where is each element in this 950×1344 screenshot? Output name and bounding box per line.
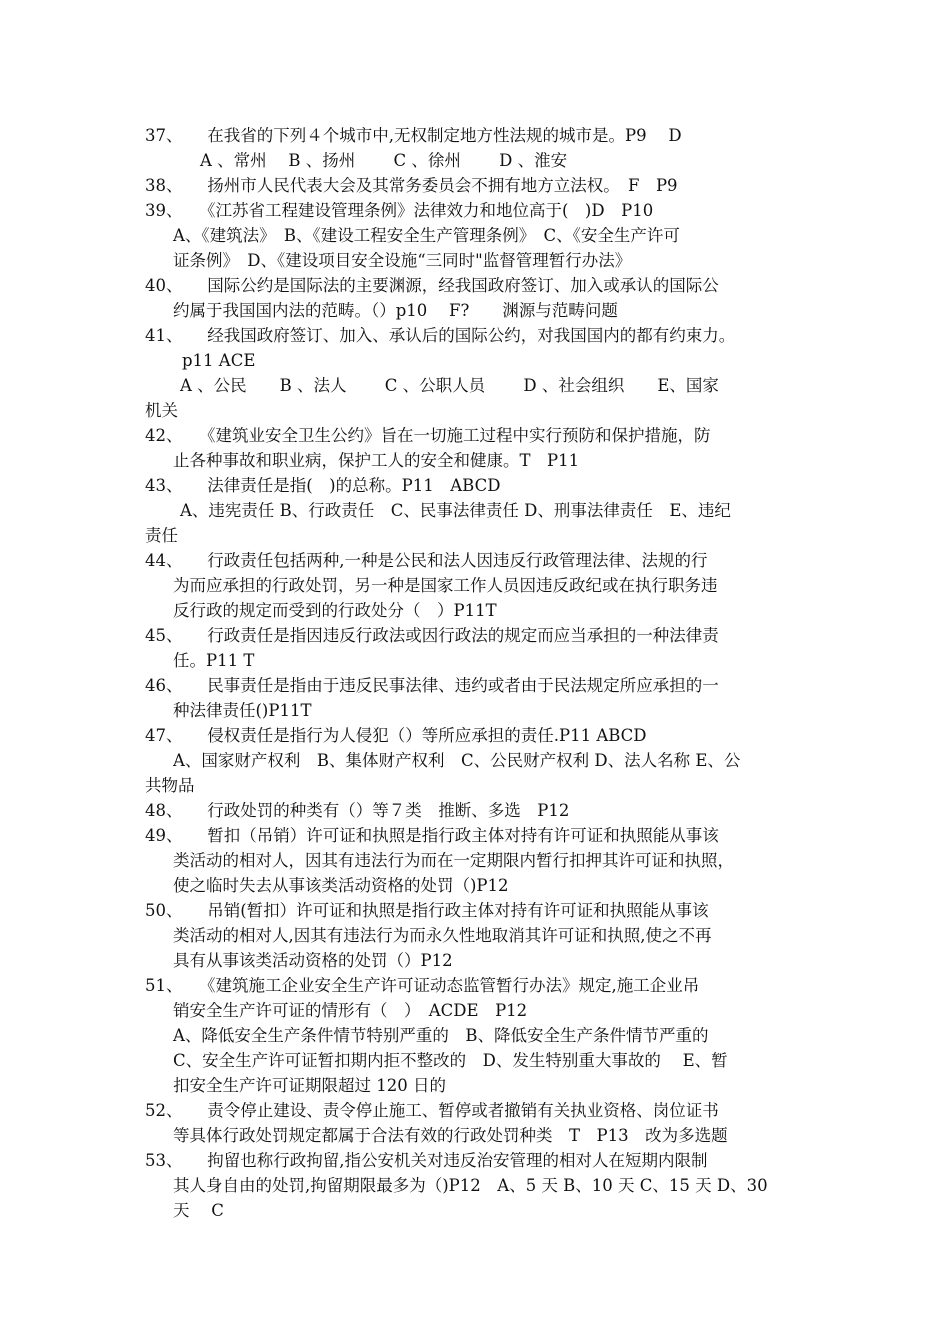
text-line: 天 C — [173, 1201, 224, 1220]
text-line: 约属于我国国内法的范畴。（）p10 F? 渊源与范畴问题 — [173, 301, 618, 320]
text-line: 销安全生产许可证的情形有（ ） ACDE P12 — [173, 1001, 528, 1020]
text-line: A、违宪责任 B、行政责任 C、民事法律责任 D、刑事法律责任 E、违纪 — [180, 501, 731, 520]
text-line: 38、 扬州市人民代表大会及其常务委员会不拥有地方立法权。 F P9 — [145, 176, 678, 195]
text-line: A 、公民 B 、法人 C 、公职人员 D 、社会组织 E、国家 — [180, 376, 719, 395]
text-line: 扣安全生产许可证期限超过 120 日的 — [173, 1076, 446, 1095]
text-line: 43、 法律责任是指( )的总称。P11 ABCD — [145, 476, 501, 495]
text-line: 反行政的规定而受到的行政处分（ ）P11T — [173, 601, 497, 620]
text-line: p11 ACE — [182, 351, 256, 370]
text-line: 类活动的相对人，因其有违法行为而在一定期限内暂行扣押其许可证和执照， — [173, 851, 734, 870]
text-line: A 、常州 B 、扬州 C 、徐州 D 、淮安 — [200, 151, 568, 170]
text-line: 45、 行政责任是指因违反行政法或因行政法的规定而应当承担的一种法律责 — [145, 626, 719, 645]
text-line: 其人身自由的处罚,拘留期限最多为（)P12 A、5 天 B、10 天 C、15 天 D、30 — [173, 1176, 768, 1195]
text-line: 37、 在我省的下列４个城市中,无权制定地方性法规的城市是。P9 D — [145, 126, 682, 145]
text-line: 等具体行政处罚规定都属于合法有效的行政处罚种类 T P13 改为多选题 — [173, 1126, 728, 1145]
text-line: 53、 拘留也称行政拘留,指公安机关对违反治安管理的相对人在短期内限制 — [145, 1151, 708, 1170]
text-line: A、国家财产权利 B、集体财产权利 C、公民财产权利 D、法人名称 E、公 — [173, 751, 741, 770]
text-line: 46、 民事责任是指由于违反民事法律、违约或者由于民法规定所应承担的一 — [145, 676, 719, 695]
text-line: 使之临时失去从事该类活动资格的处罚（)P12 — [173, 876, 509, 895]
text-line: 42、 《建筑业安全卫生公约》旨在一切施工过程中实行预防和保护措施，防 — [145, 426, 711, 445]
text-line: 种法律责任()P11T — [173, 701, 312, 720]
text-line: 49、 暂扣（吊销）许可证和执照是指行政主体对持有许可证和执照能从事该 — [145, 826, 719, 845]
text-line: 机关 — [145, 401, 178, 420]
text-line: 证条例》 D、《建设项目安全设施“三同时"监督管理暂行办法》 — [173, 251, 632, 270]
text-line: 类活动的相对人,因其有违法行为而永久性地取消其许可证和执照,使之不再 — [173, 926, 712, 945]
text-line: 44、 行政责任包括两种,一种是公民和法人因违反行政管理法律、法规的行 — [145, 551, 708, 570]
text-line: 52、 责令停止建设、责令停止施工、暂停或者撤销有关执业资格、岗位证书 — [145, 1101, 719, 1120]
text-line: 48、 行政处罚的种类有（）等７类 推断、多选 P12 — [145, 801, 570, 820]
text-line: 40、 国际公约是国际法的主要渊源，经我国政府签订、加入或承认的国际公 — [145, 276, 719, 295]
text-line: 止各种事故和职业病，保护工人的安全和健康。T P11 — [173, 451, 580, 470]
text-line: 51、 《建筑施工企业安全生产许可证动态监管暂行办法》规定,施工企业吊 — [145, 976, 700, 995]
text-line: 41、 经我国政府签订、加入、承认后的国际公约，对我国国内的都有约束力。 — [145, 326, 736, 345]
text-line: 任。P11 T — [173, 651, 255, 670]
text-line: 47、 侵权责任是指行为人侵犯（）等所应承担的责任.P11 ABCD — [145, 726, 647, 745]
text-line: 具有从事该类活动资格的处罚（）P12 — [173, 951, 453, 970]
text-line: 39、 《江苏省工程建设管理条例》法律效力和地位高于( )D P10 — [145, 201, 654, 220]
text-line: 50、 吊销(暂扣）许可证和执照是指行政主体对持有许可证和执照能从事该 — [145, 901, 709, 920]
text-line: 为而应承担的行政处罚，另一种是国家工作人员因违反政纪或在执行职务违 — [173, 576, 718, 595]
text-line: A、降低安全生产条件情节特别严重的 B、降低安全生产条件情节严重的 — [173, 1026, 709, 1045]
text-line: 责任 — [145, 526, 178, 545]
text-line: 共物品 — [145, 776, 195, 795]
text-line: A、《建筑法》 B、《建设工程安全生产管理条例》 C、《安全生产许可 — [173, 226, 680, 245]
text-line: C、安全生产许可证暂扣期内拒不整改的 D、发生特别重大事故的 E、暂 — [173, 1051, 728, 1070]
